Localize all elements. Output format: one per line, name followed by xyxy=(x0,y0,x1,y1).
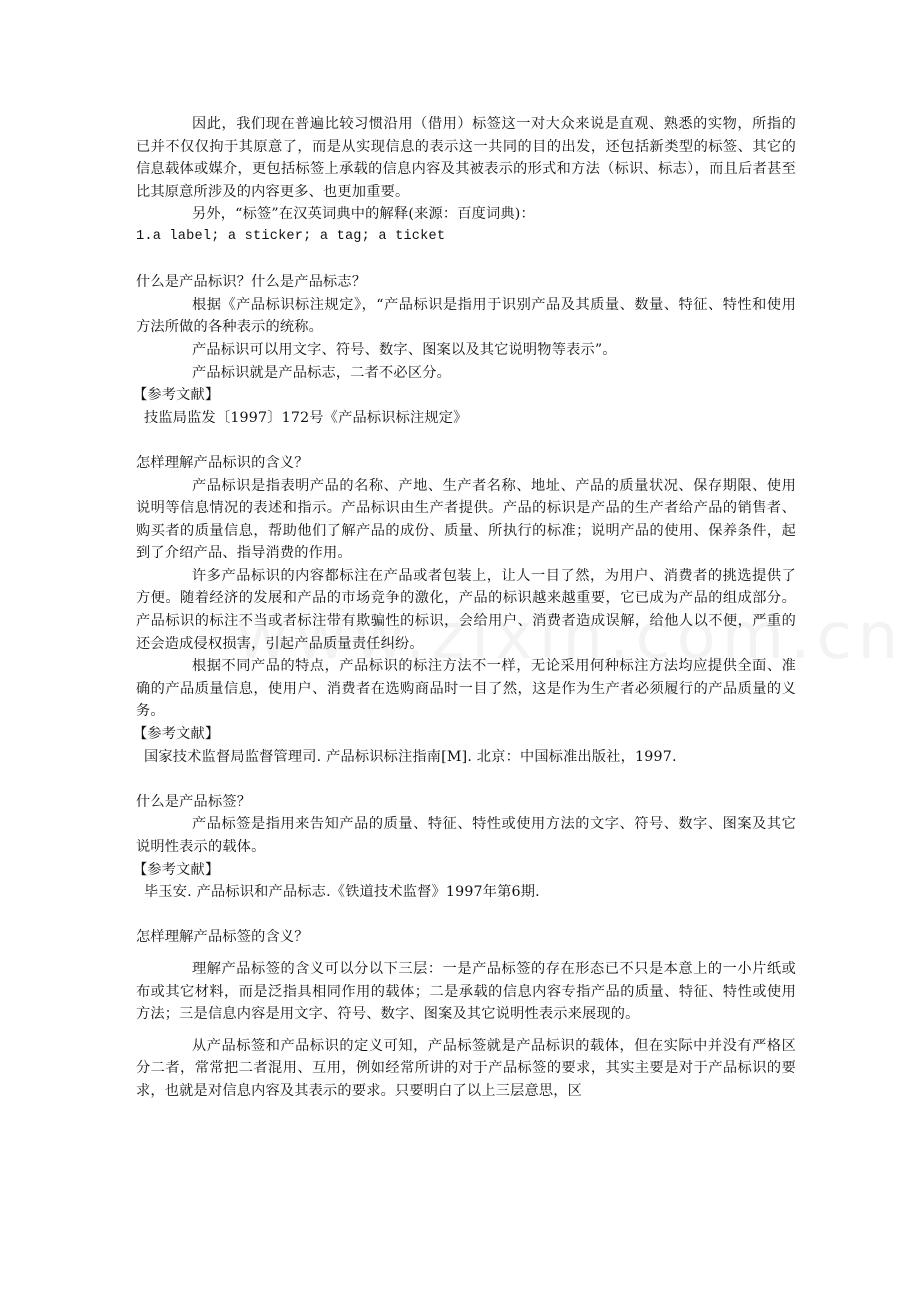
section-4-question: 怎样理解产品标签的含义？ xyxy=(136,929,309,946)
section-4-paragraph-2: 从产品标签和产品标识的定义可知，产品标签就是产品标识的载体，但在实际中并没有严格区分二者，常常把二者混用、互用，例如经常所讲的对于产品标签的要求，其实主要是对于产品标识的要求，也就是对信息内容及其表示的要求。只要明白了以上三层意思，区 xyxy=(136,1037,796,1099)
section-2-reference: 国家技术监督局监督管理司. 产品标识标注指南[M]. 北京：中国标准出版社，1997. xyxy=(144,748,677,765)
section-3-reference: 毕玉安. 产品标识和产品标志.《铁道技术监督》1997年第6期. xyxy=(144,884,540,901)
section-1-paragraph-3: 产品标识就是产品标志，二者不必区分。 xyxy=(192,364,451,381)
section-3-reference-label: 【参考文献】 xyxy=(133,861,220,878)
document-page xyxy=(133,113,796,1103)
section-1-reference: 技监局监发〔1997〕172号《产品标识标注规定》 xyxy=(144,409,468,426)
section-1-paragraph-1: 根据《产品标识标注规定》，“产品标识是指用于识别产品及其质量、数量、特征、特性和使用方法所做的各种表示的统称。 xyxy=(136,296,796,336)
section-1-reference-label: 【参考文献】 xyxy=(133,387,220,404)
section-3-paragraph-1: 产品标签是指用来告知产品的质量、特征、特性或使用方法的文字、符号、数字、图案及其它说明性表示的载体。 xyxy=(136,816,796,855)
section-4-paragraph-1: 理解产品标签的含义可以分以下三层：一是产品标签的存在形态已不只是本意上的一小片纸或布或其它材料，而是泛指具相同作用的载体；二是承载的信息内容专指产品的质量、特征、特性或使用方法；三是信息内容是用文字、符号、数字、图案及其它说明性表示来展现的。 xyxy=(136,960,796,1023)
intro-paragraph-1: 因此，我们现在普遍比较习惯沿用（借用）标签这一对大众来说是直观、熟悉的实物，所指的已并不仅仅拘于其原意了，而是从实现信息的表示这一共同的目的出发，还包括新类型的标签、其它的信息载体或媒介，更包括标签上承载的信息内容及其被表示的形式和方法（标识、标志），而且后者甚至比其原意所涉及的内容更多、也更加重要。 xyxy=(136,116,796,200)
section-2-reference-label: 【参考文献】 xyxy=(133,726,220,743)
section-2-paragraph-2: 许多产品标识的内容都标注在产品或者包装上，让人一目了然，为用户、消费者的挑选提供了方便。随着经济的发展和产品的市场竞争的激化，产品的标识越来越重要，它已成为产品的组成部分。产品标识的标注不当或者标注带有欺骗性的标识，会给用户、消费者造成误解，给他人以不便，严重的还会造成侵权损害，引起产品质量责任纠纷。 xyxy=(136,567,796,652)
section-1-paragraph-2: 产品标识可以用文字、符号、数字、图案以及其它说明物等表示”。 xyxy=(192,341,617,358)
intro-paragraph-2: 另外，“标签”在汉英词典中的解释(来源：百度词典)： xyxy=(192,206,535,223)
section-2-paragraph-3: 根据不同产品的特点，产品标识的标注方法不一样，无论采用何种标注方法均应提供全面、准确的产品质量信息，使用户、消费者在选购商品时一目了然，这是作为生产者必须履行的产品质量的义务。 xyxy=(136,658,796,720)
section-3-question: 什么是产品标签？ xyxy=(136,793,252,810)
definition-line: 1.a label; a sticker; a tag; a ticket xyxy=(136,228,446,244)
section-2-paragraph-1: 产品标识是指表明产品的名称、产地、生产者名称、地址、产品的质量状况、保存期限、使用说明等信息情况的表述和指示。产品标识由生产者提供。产品的标识是产品的生产者给产品的销售者、购买者的质量信息，帮助他们了解产品的成份、质量、所执行的标准；说明产品的使用、保养条件，起到了介绍产品、指导消费的作用。 xyxy=(136,477,796,562)
section-2-question: 怎样理解产品标识的含义？ xyxy=(136,454,309,471)
section-1-question: 什么是产品标识？什么是产品标志？ xyxy=(136,274,367,291)
